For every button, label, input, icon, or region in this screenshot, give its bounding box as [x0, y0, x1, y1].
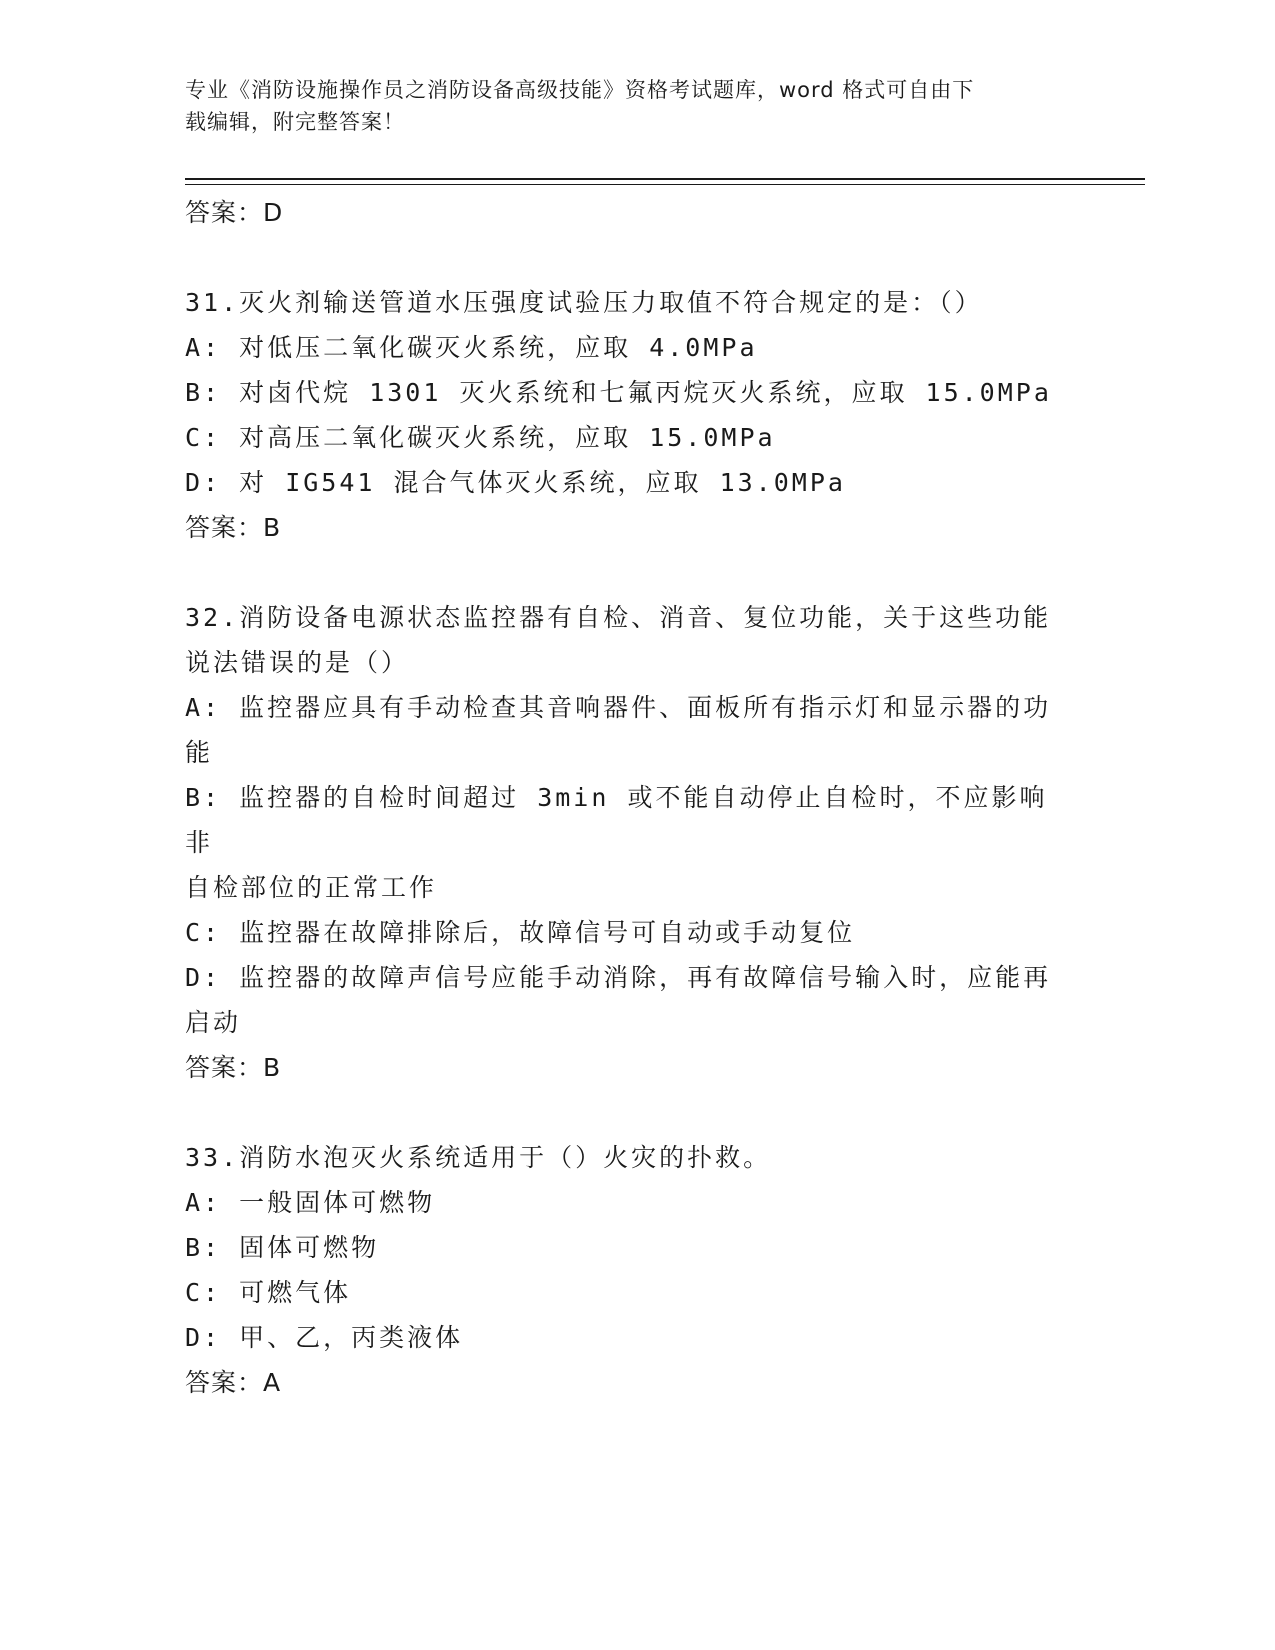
option-b: B: 对卤代烷 1301 灭火系统和七氟丙烷灭火系统，应取 15.0MPa [185, 378, 1052, 407]
question-text-cont: 说法错误的是（） [185, 648, 410, 677]
answer-line: 答案：D [185, 198, 284, 227]
option-d-cont: 启动 [185, 1008, 242, 1037]
option-c: C: 可燃气体 [185, 1278, 352, 1307]
option-a: A: 一般固体可燃物 [185, 1188, 436, 1217]
header-divider-thin [185, 184, 1145, 185]
question-text: 32.消防设备电源状态监控器有自检、消音、复位功能，关于这些功能 [185, 603, 1052, 632]
question-text: 31.灭火剂输送管道水压强度试验压力取值不符合规定的是：（） [185, 288, 983, 317]
question-33 [185, 1135, 1065, 1405]
option-a: A: 对低压二氧化碳灭火系统，应取 4.0MPa [185, 333, 758, 362]
option-c: C: 监控器在故障排除后，故障信号可自动或手动复位 [185, 918, 856, 947]
option-c: C: 对高压二氧化碳灭火系统，应取 15.0MPa [185, 423, 776, 452]
question-32 [185, 595, 1065, 1090]
question-text: 33.消防水泡灭火系统适用于（）火灾的扑救。 [185, 1143, 772, 1172]
option-d: D: 甲、乙，丙类液体 [185, 1323, 464, 1352]
option-a-cont: 能 [185, 738, 214, 767]
option-b: B: 固体可燃物 [185, 1233, 380, 1262]
option-b: B: 监控器的自检时间超过 3min 或不能自动停止自检时，不应影响非 [185, 783, 1048, 857]
header-divider-thick [185, 178, 1145, 180]
question-list [185, 190, 1065, 1405]
question-31 [185, 280, 1065, 550]
answer-line: 答案：B [185, 1053, 282, 1082]
answer-line: 答案：A [185, 1368, 282, 1397]
document-header [185, 74, 1065, 138]
answer-line: 答案：B [185, 513, 282, 542]
header-line-1: 专业《消防设施操作员之消防设备高级技能》资格考试题库，word 格式可自由下 [185, 78, 975, 102]
option-b-cont: 自检部位的正常工作 [185, 873, 438, 902]
header-line-2: 载编辑，附完整答案！ [185, 110, 405, 134]
option-d: D: 对 IG541 混合气体灭火系统，应取 13.0MPa [185, 468, 846, 497]
option-d: D: 监控器的故障声信号应能手动消除，再有故障信号输入时，应能再 [185, 963, 1052, 992]
option-a: A: 监控器应具有手动检查其音响器件、面板所有指示灯和显示器的功 [185, 693, 1052, 722]
